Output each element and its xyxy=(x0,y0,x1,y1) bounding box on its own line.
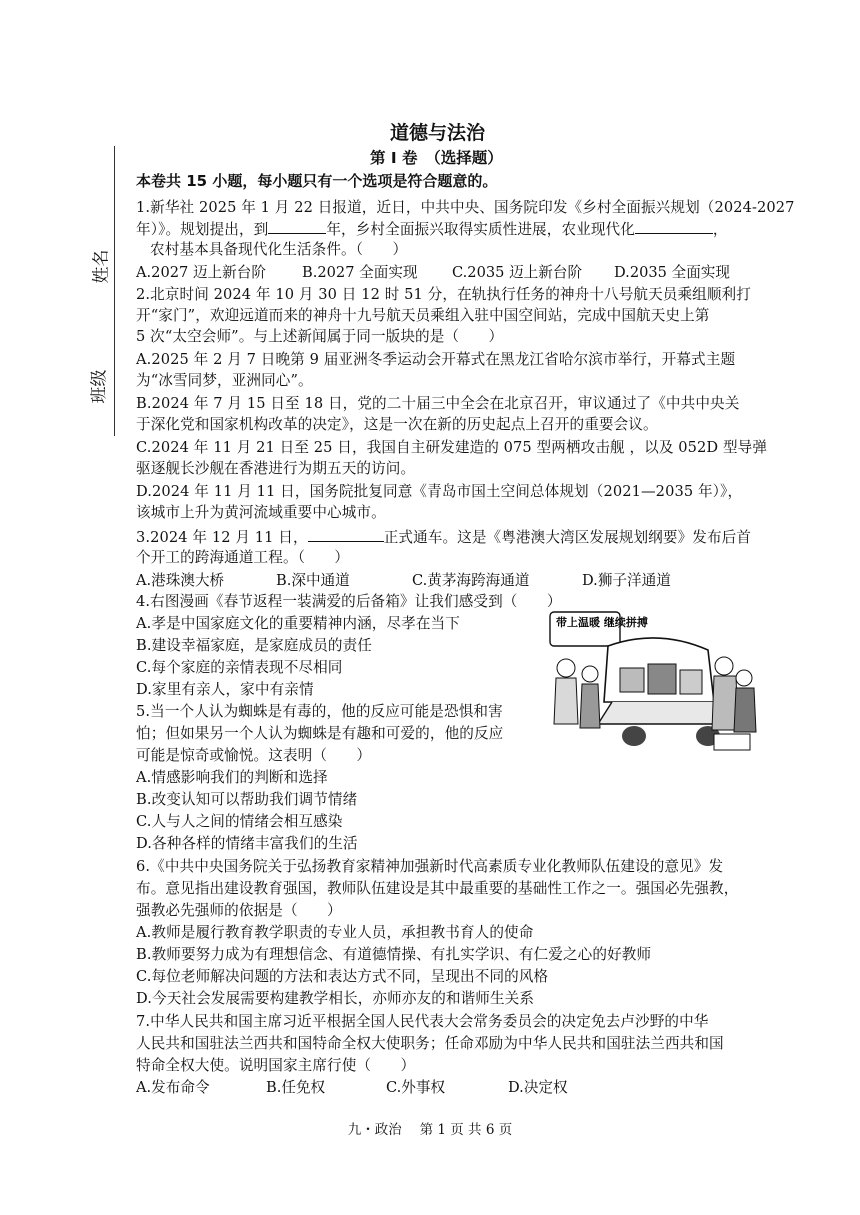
q1-line-2-c: ， xyxy=(712,221,728,238)
q3-option-a: A.港珠澳大桥 xyxy=(136,572,225,589)
q2-option-b-1: B.2024 年 7 月 15 日至 18 日，党的二十届三中全会在北京召开，审议通过了《中共中央关 xyxy=(136,395,740,412)
cartoon-illustration xyxy=(538,606,760,758)
q6-line-2: 布。意见指出建设教育强国，教师队伍建设是其中最重要的基础性工作之一。强国必先强教， xyxy=(136,880,739,897)
q1-option-c: C.2035 迈上新台阶 xyxy=(452,264,583,281)
section-heading: 第 Ⅰ 卷 （选择题） xyxy=(370,149,503,167)
q5-line-1: 5.当一个人认为蜘蛛是有毒的，他的反应可能是恐惧和害 xyxy=(136,703,503,720)
q4-option-d: D.家里有亲人，家中有亲情 xyxy=(136,681,314,698)
q1-line-2 xyxy=(136,219,728,240)
q5-line-2: 怕；但如果另一个人认为蜘蛛是有趣和可爱的，他的反应 xyxy=(136,725,504,742)
q3-line-1 xyxy=(136,527,751,548)
q3-blank xyxy=(308,527,384,542)
q6-option-a: A.教师是履行教育教学职责的专业人员，承担教书育人的使命 xyxy=(136,924,534,941)
q6-line-1: 6.《中共中央国务院关于弘扬教育家精神加强新时代高素质专业化教师队伍建设的意见》发 xyxy=(136,858,724,875)
q6-line-3: 强教必先强师的依据是（ ） xyxy=(136,902,342,919)
q1-blank-2 xyxy=(635,219,713,234)
q5-option-d: D.各种各样的情绪丰富我们的生活 xyxy=(136,835,358,852)
q2-line-2: 开“家门”，欢迎远道而来的神舟十九号航天员乘组入驻中国空间站，完成中国航天史上第 xyxy=(136,307,710,324)
binding-line xyxy=(114,146,115,436)
class-label: 班级 xyxy=(89,369,110,404)
q3-option-c: C.黄茅海跨海通道 xyxy=(412,572,530,589)
q1-line-1: 1.新华社 2025 年 1 月 22 日报道，近日，中共中央、国务院印发《乡村全面振兴规划（2024-2027 xyxy=(136,199,795,216)
q5-option-a: A.情感影响我们的判断和选择 xyxy=(136,769,328,786)
page-title: 道德与法治 xyxy=(390,122,486,144)
q7-option-c: C.外事权 xyxy=(386,1079,446,1096)
q2-option-b-2: 于深化党和国家机构改革的决定》，这是一次在新的历史起点上召开的重要会议。 xyxy=(136,416,658,433)
q4-line-1: 4.右图漫画《春节返程一装满爱的后备箱》让我们感受到（ ） xyxy=(136,593,562,610)
cartoon-caption: 带上温暖 继续拼搏 xyxy=(556,616,648,629)
q3-line-2: 个开工的跨海通道工程。（ ） xyxy=(136,549,350,566)
q7-option-b: B.任免权 xyxy=(266,1079,326,1096)
q2-line-1: 2.北京时间 2024 年 10 月 30 日 12 时 51 分，在轨执行任务的神舟十八号航天员乘组顺利打 xyxy=(136,286,751,303)
q4-option-a: A.孝是中国家庭文化的重要精神内涵，尽孝在当下 xyxy=(136,615,460,632)
q5-line-3: 可能是惊奇或愉悦。这表明（ ） xyxy=(136,747,372,764)
q1-line-2-a: 年）》。规划提出，到 xyxy=(136,221,269,238)
q3-option-d: D.狮子洋通道 xyxy=(582,572,671,589)
instructions: 本卷共 15 小题，每小题只有一个选项是符合题意的。 xyxy=(136,172,498,190)
q2-option-a-2: 为“冰雪同梦，亚洲同心”。 xyxy=(136,372,313,389)
q6-option-c: C.每位老师解决问题的方法和表达方式不同，呈现出不同的风格 xyxy=(136,968,549,985)
q1-blank-1 xyxy=(268,219,326,234)
q7-line-2: 人民共和国驻法兰西共和国特命全权大使职务；任命邓励为中华人民共和国驻法兰西共和国 xyxy=(136,1035,724,1052)
q1-line-2-b: 年，乡村全面振兴取得实质性进展，农业现代化 xyxy=(326,221,635,238)
q1-option-a: A.2027 迈上新台阶 xyxy=(136,264,266,281)
q2-option-a-1: A.2025 年 2 月 7 日晚第 9 届亚洲冬季运动会开幕式在黑龙江省哈尔滨市举行，开幕式主题 xyxy=(136,351,736,368)
q7-option-d: D.决定权 xyxy=(508,1079,568,1096)
q2-option-d-2: 该城市上升为黄河流域重要中心城市。 xyxy=(136,504,386,521)
q4-option-b: B.建设幸福家庭，是家庭成员的责任 xyxy=(136,637,372,654)
q1-line-3: 农村基本具备现代化生活条件。（ ） xyxy=(150,241,408,258)
q2-option-c-1: C.2024 年 11 月 21 日至 25 日，我国自主研发建造的 075 型两栖攻击舰 ，以及 052D 型导弹 xyxy=(136,439,768,456)
q4-option-c: C.每个家庭的亲情表现不尽相同 xyxy=(136,659,343,676)
q7-line-1: 7.中华人民共和国主席习近平根据全国人民代表大会常务委员会的决定免去卢沙野的中华 xyxy=(136,1013,709,1030)
q6-option-d: D.今天社会发展需要构建教学相长，亦师亦友的和谐师生关系 xyxy=(136,990,535,1007)
q5-option-c: C.人与人之间的情绪会相互感染 xyxy=(136,813,343,830)
q3-line-1-b: 正式通车。这是《粤港澳大湾区发展规划纲要》发布后首 xyxy=(383,529,752,546)
name-label: 姓名 xyxy=(91,249,112,284)
q2-option-c-2: 驱逐舰长沙舰在香港进行为期五天的访问。 xyxy=(136,460,416,477)
q3-option-b: B.深中通道 xyxy=(276,572,350,589)
q7-line-3: 特命全权大使。说明国家主席行使（ ） xyxy=(136,1057,416,1074)
q6-option-b: B.教师要努力成为有理想信念、有道德情操、有扎实学识、有仁爱之心的好教师 xyxy=(136,946,652,963)
q3-line-1-a: 3.2024 年 12 月 11 日， xyxy=(136,529,308,546)
q1-option-b: B.2027 全面实现 xyxy=(302,264,418,281)
q5-option-b: B.改变认知可以帮助我们调节情绪 xyxy=(136,791,358,808)
q2-option-d-1: D.2024 年 11 月 11 日，国务院批复同意《青岛市国土空间总体规划（2021—2035 年）》， xyxy=(136,483,743,500)
page-footer: 九・政治 第 1 页 共 6 页 xyxy=(347,1122,513,1138)
q1-option-d: D.2035 全面实现 xyxy=(614,264,730,281)
cartoon-svg xyxy=(538,606,760,758)
q7-option-a: A.发布命令 xyxy=(136,1079,210,1096)
q2-line-3: 5 次“太空会师”。与上述新闻属于同一版块的是（ ） xyxy=(136,328,504,345)
